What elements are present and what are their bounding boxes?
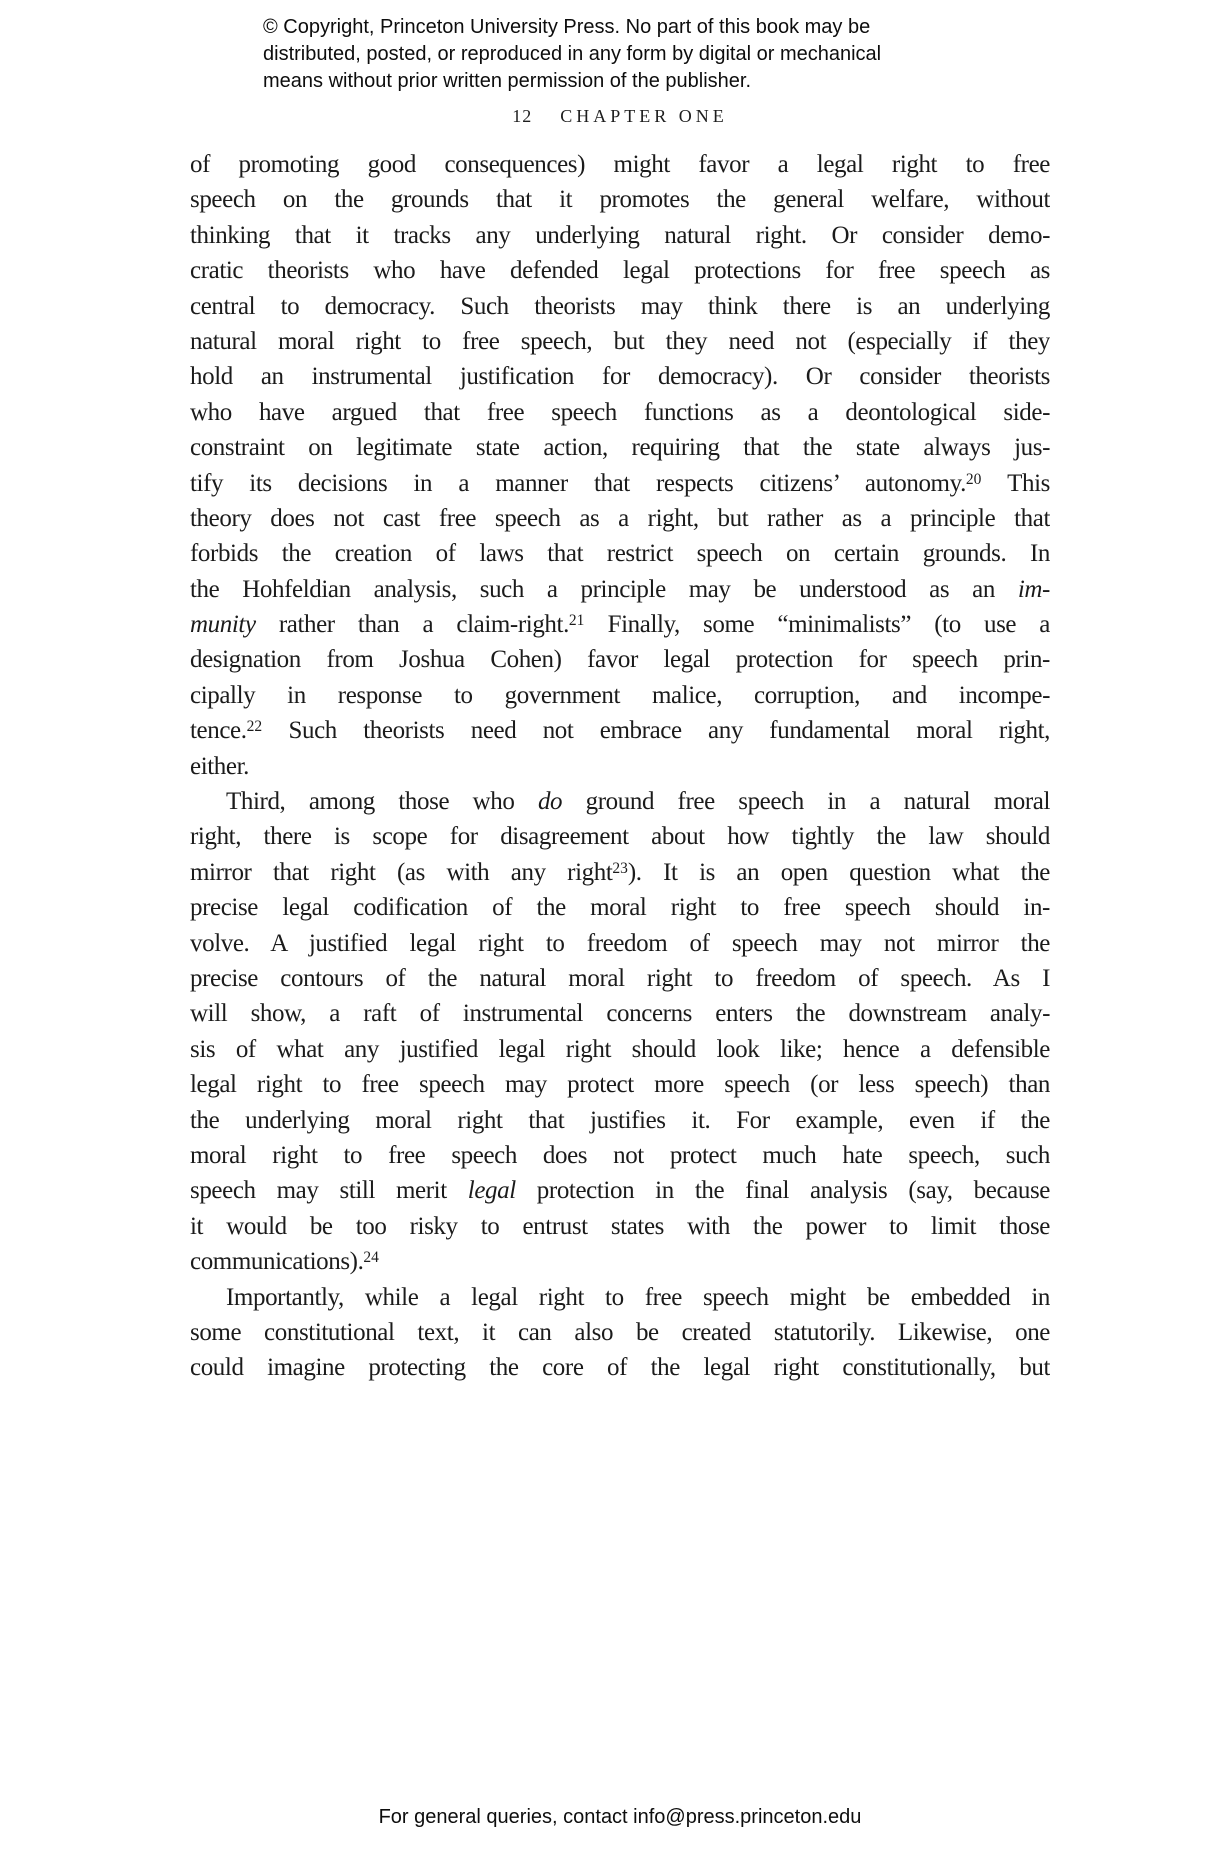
copyright-line: distributed, posted, or reproduced in any form by digital or mechanical bbox=[263, 43, 882, 65]
text-line: either. bbox=[190, 752, 249, 780]
body-text bbox=[190, 147, 1050, 1386]
text-line: could imagine protecting the core of the legal right constitutionally, but bbox=[190, 1354, 1050, 1382]
copyright-line: © Copyright, Princeton University Press. No part of this book may be bbox=[263, 16, 871, 38]
text-line: will show, a raft of instrumental concerns enters the downstream analy- bbox=[190, 1000, 1050, 1028]
text-line: of promoting good consequences) might favor a legal right to free bbox=[190, 151, 1050, 178]
text-line: tify its decisions in a manner that respects citizens’ autonomy.$^{20}$ This bbox=[190, 469, 1050, 497]
text-line: theory does not cast free speech as a right, but rather as a principle that bbox=[190, 504, 1050, 532]
text-line: designation from Joshua Cohen) favor legal protection for speech prin- bbox=[190, 646, 1050, 674]
running-head: CHAPTER ONE bbox=[560, 106, 728, 126]
footer-text: For general queries, contact info@press.princeton.edu bbox=[378, 1806, 862, 1828]
text-line: mirror that right (as with any right$^{23}$). It is an open question what the bbox=[190, 858, 1050, 886]
page-footer bbox=[190, 1806, 1050, 1829]
text-line: some constitutional text, it can also be created statutorily. Likewise, one bbox=[190, 1318, 1050, 1346]
page-number: 12 bbox=[512, 106, 533, 126]
copyright-line: means without prior written permission of the publisher. bbox=[263, 70, 752, 92]
paragraph bbox=[190, 784, 1050, 1279]
text-line: natural moral right to free speech, but they need not (especially if they bbox=[190, 327, 1050, 355]
text-line: thinking that it tracks any underlying natural right. Or consider demo- bbox=[190, 221, 1050, 249]
paragraph bbox=[190, 147, 1050, 784]
text-line: moral right to free speech does not protect much hate speech, such bbox=[190, 1141, 1050, 1169]
paragraph bbox=[190, 1280, 1050, 1386]
copyright-notice bbox=[263, 14, 881, 95]
text-line: hold an instrumental justification for democracy). Or consider theorists bbox=[190, 363, 1050, 391]
text-line: speech may still merit legal protection in the final analysis (say, because bbox=[190, 1177, 1050, 1205]
text-line: communications).$^{24}$ bbox=[190, 1248, 379, 1276]
footnote-reference: 22 bbox=[246, 718, 263, 736]
text-line: volve. A justified legal right to freedom of speech may not mirror the bbox=[190, 929, 1050, 957]
footnote-reference: 24 bbox=[363, 1249, 379, 1267]
text-line: central to democracy. Such theorists may think there is an underlying bbox=[190, 292, 1050, 320]
page-header bbox=[190, 106, 1050, 127]
text-line: forbids the creation of laws that restrict speech on certain grounds. In bbox=[190, 540, 1050, 568]
text-line: legal right to free speech may protect more speech (or less speech) than bbox=[190, 1071, 1050, 1099]
text-line: who have argued that free speech functions as a deontological side- bbox=[190, 398, 1050, 426]
text-line: cipally in response to government malice, corruption, and incompe- bbox=[190, 681, 1050, 709]
text-line: precise legal codification of the moral right to free speech should in- bbox=[190, 894, 1050, 922]
text-line: cratic theorists who have defended legal protections for free speech as bbox=[190, 257, 1050, 285]
text-line: it would be too risky to entrust states with the power to limit those bbox=[190, 1212, 1050, 1240]
text-line: the Hohfeldian analysis, such a principle may be understood as an im- bbox=[190, 575, 1050, 603]
text-line: right, there is scope for disagreement about how tightly the law should bbox=[190, 823, 1050, 851]
footnote-reference: 23 bbox=[612, 859, 628, 877]
text-line: Third, among those who do ground free speech in a natural moral bbox=[226, 788, 1050, 816]
text-line: sis of what any justified legal right should look like; hence a defensible bbox=[190, 1035, 1050, 1063]
text-line: constraint on legitimate state action, requiring that the state always jus- bbox=[190, 434, 1050, 462]
footnote-reference: 20 bbox=[965, 470, 982, 488]
footnote-reference: 21 bbox=[568, 612, 585, 630]
text-line: the underlying moral right that justifies it. For example, even if the bbox=[190, 1106, 1050, 1134]
text-line: munity rather than a claim-right.$^{21}$ Finally, some “minimalists” (to use a bbox=[190, 611, 1050, 639]
text-line: Importantly, while a legal right to free speech might be embedded in bbox=[226, 1283, 1050, 1311]
text-line: speech on the grounds that it promotes the general welfare, without bbox=[190, 186, 1050, 214]
text-line: precise contours of the natural moral right to freedom of speech. As I bbox=[190, 964, 1050, 992]
text-line: tence.$^{22}$ Such theorists need not embrace any fundamental moral right, bbox=[190, 717, 1050, 745]
